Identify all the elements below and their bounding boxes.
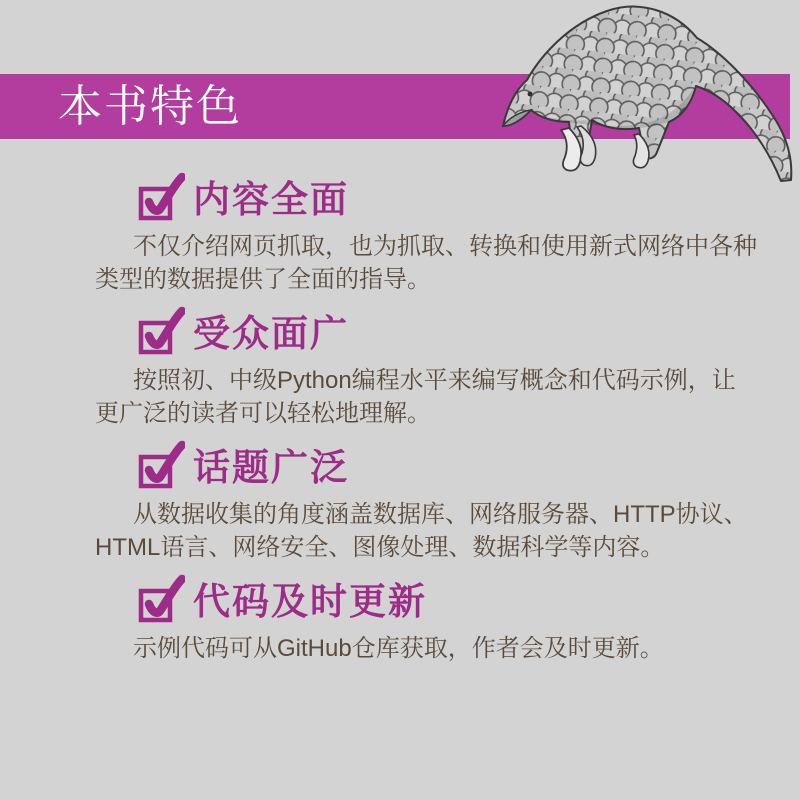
checkbox-check-icon [138,172,185,222]
feature-section-topics [95,440,748,564]
feature-body [95,364,736,430]
feature-title: 受众面广 [193,313,349,354]
feature-text-line: 按照初、中级Python编程水平来编写概念和代码示例，让 [133,367,736,394]
feature-text-line: 不仅介绍网页抓取，也为抓取、转换和使用新式网络中各种 [133,233,757,260]
feature-body [95,230,757,296]
feature-title: 代码及时更新 [193,581,427,622]
checkbox-check-icon [138,574,185,624]
checkbox-check-icon [138,306,185,356]
feature-body [95,498,748,564]
feature-title: 内容全面 [193,179,349,220]
feature-section-audience [95,306,736,430]
feature-section-code-updates [95,574,719,665]
checkbox-check-icon [138,440,185,490]
page-title: 本书特色 [58,81,242,131]
feature-text-line: 类型的数据提供了全面的指导。 [95,266,431,293]
feature-title: 话题广泛 [193,447,349,488]
feature-text-line: 从数据收集的角度涵盖数据库、网络服务器、HTTP协议、 [133,501,748,528]
feature-text-line: HTML语言、网络安全、图像处理、数据科学等内容。 [95,534,665,561]
feature-text-line: 更广泛的读者可以轻松地理解。 [95,400,431,427]
feature-list [95,172,757,675]
feature-text-line: 示例代码可从GitHub仓库获取，作者会及时更新。 [133,635,664,662]
feature-body [95,632,719,665]
pangolin-illustration-icon [488,0,800,192]
